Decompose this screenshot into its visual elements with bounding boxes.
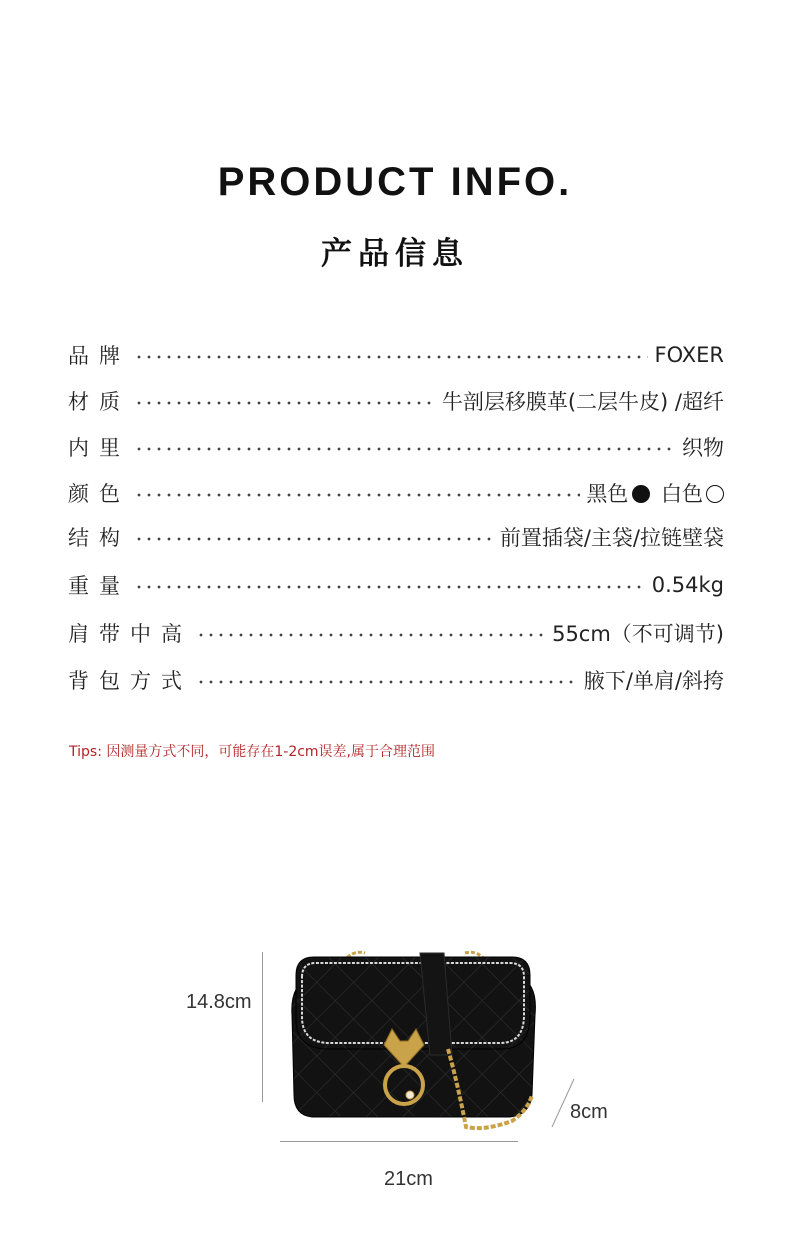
spec-row-color xyxy=(68,478,724,508)
spec-label: 肩带中高 xyxy=(68,622,192,646)
height-label: 14.8cm xyxy=(186,991,252,1013)
dotted-leader xyxy=(134,355,648,359)
spec-value: 织物 xyxy=(682,436,724,460)
width-label: 21cm xyxy=(384,1168,433,1190)
spec-value: FOXER xyxy=(654,343,724,367)
spec-row-weight xyxy=(68,570,724,600)
spec-label: 结构 xyxy=(68,526,130,550)
page-title-en: PRODUCT INFO. xyxy=(217,160,573,204)
width-guide-line xyxy=(280,1141,518,1142)
white-swatch-icon xyxy=(706,485,724,503)
dotted-leader xyxy=(134,537,494,541)
spec-value: 牛剖层移膜革(二层牛皮) /超纤 xyxy=(441,390,724,414)
dotted-leader xyxy=(134,401,436,405)
spec-row-carry-style xyxy=(68,665,724,695)
spec-label: 内里 xyxy=(68,436,130,460)
dotted-leader xyxy=(134,585,646,589)
spec-label: 品牌 xyxy=(68,344,130,368)
spec-label: 背包方式 xyxy=(68,669,192,693)
depth-label: 8cm xyxy=(570,1101,608,1123)
spec-row-structure xyxy=(68,522,724,552)
product-photo xyxy=(280,945,550,1135)
color-option-black: 黑色 xyxy=(586,482,629,506)
dotted-leader xyxy=(134,447,676,451)
spec-value: 55cm（不可调节) xyxy=(552,622,724,646)
tips-note: Tips: 因测量方式不同，可能存在1-2cm误差,属于合理范围 xyxy=(69,744,436,760)
spec-row-strap-drop xyxy=(68,618,724,648)
spec-label: 颜色 xyxy=(68,482,130,506)
spec-label: 重量 xyxy=(68,574,130,598)
spec-value xyxy=(586,478,724,508)
color-option-white: 白色 xyxy=(661,482,703,506)
spec-value: 腋下/单肩/斜挎 xyxy=(583,669,724,693)
dotted-leader xyxy=(196,633,546,637)
dotted-leader xyxy=(134,493,580,497)
spec-row-brand xyxy=(68,340,724,370)
spec-row-lining xyxy=(68,432,724,462)
spec-label: 材质 xyxy=(68,390,130,414)
spec-value: 0.54kg xyxy=(651,573,724,597)
spec-row-material xyxy=(68,386,724,416)
page-title-cn: 产品信息 xyxy=(321,236,469,272)
black-swatch-icon xyxy=(632,485,650,503)
height-guide-line xyxy=(262,952,263,1102)
dotted-leader xyxy=(196,680,578,684)
spec-value: 前置插袋/主袋/拉链壁袋 xyxy=(499,526,724,550)
